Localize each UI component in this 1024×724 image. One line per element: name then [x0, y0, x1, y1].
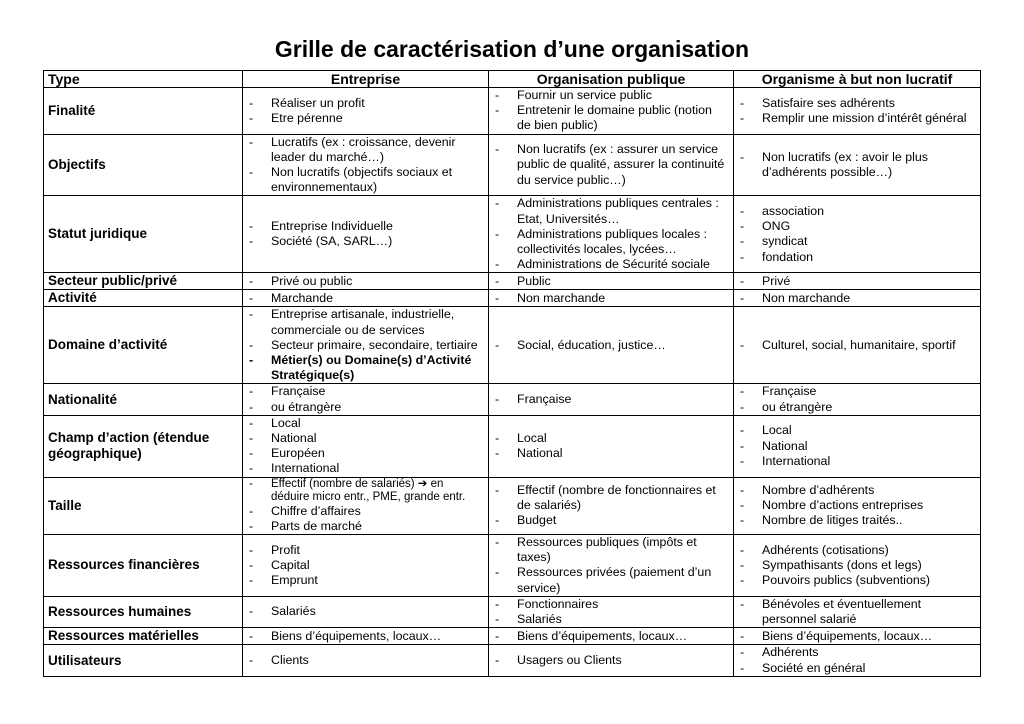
list-item: - Française [247, 384, 484, 399]
list-item: - Culturel, social, humanitaire, sportif [738, 338, 976, 353]
list-item: - Française [493, 392, 729, 407]
list-item: - Non lucratifs (objectifs sociaux et environnementaux) [247, 165, 484, 195]
cell-non-lucratif [734, 273, 981, 290]
table-row [44, 415, 981, 477]
cell-non-lucratif [734, 88, 981, 135]
cell-entreprise [243, 535, 489, 597]
list-item: - Métier(s) ou Domaine(s) d’Activité Stratégique(s) [247, 353, 484, 383]
cell-entreprise [243, 196, 489, 273]
cell-entreprise [243, 415, 489, 477]
cell-publique [489, 88, 734, 135]
list-item: - Administrations de Sécurité sociale [493, 257, 729, 272]
row-label: Objectifs [44, 134, 243, 196]
cell-publique [489, 290, 734, 307]
list-item: - Nombre de litiges traités.. [738, 513, 976, 528]
list-item: - Européen [247, 446, 484, 461]
list-item: - Non marchande [493, 291, 729, 306]
cell-publique [489, 628, 734, 645]
list-item: - Effectif (nombre de salariés) ➔ en déduire micro entr., PME, grande entr. [247, 478, 484, 504]
table-row [44, 290, 981, 307]
list-item: - Entreprise Individuelle [247, 219, 484, 234]
list-item: - Adhérents [738, 645, 976, 660]
list-item: - Etre pérenne [247, 111, 484, 126]
row-label: Statut juridique [44, 196, 243, 273]
list-item: - Secteur primaire, secondaire, tertiaire [247, 338, 484, 353]
cell-entreprise [243, 307, 489, 384]
list-item: - Entretenir le domaine public (notion de bien public) [493, 103, 729, 133]
table-row [44, 273, 981, 290]
cell-publique [489, 415, 734, 477]
list-item: - Sympathisants (dons et legs) [738, 558, 976, 573]
cell-non-lucratif [734, 477, 981, 534]
list-item: - Salariés [247, 604, 484, 619]
list-item: - ou étrangère [738, 400, 976, 415]
cell-entreprise [243, 273, 489, 290]
list-item: - ONG [738, 219, 976, 234]
list-item: - Non lucratifs (ex : assurer un service public de qualité, assurer la continuité du service public…) [493, 142, 729, 188]
table-row [44, 307, 981, 384]
list-item: - Local [493, 431, 729, 446]
cell-publique [489, 535, 734, 597]
list-item: - Société (SA, SARL…) [247, 234, 484, 249]
list-item: - Emprunt [247, 573, 484, 588]
header-organisation-publique: Organisation publique [489, 71, 734, 88]
row-label: Taille [44, 477, 243, 534]
cell-non-lucratif [734, 645, 981, 676]
list-item: - Usagers ou Clients [493, 653, 729, 668]
list-item: - Marchande [247, 291, 484, 306]
list-item: - Société en général [738, 661, 976, 676]
list-item: - National [493, 446, 729, 461]
cell-entreprise [243, 628, 489, 645]
document-title: Grille de caractérisation d’une organisation [274, 36, 750, 62]
list-item: - Profit [247, 543, 484, 558]
cell-publique [489, 307, 734, 384]
list-item: - Ressources publiques (impôts et taxes) [493, 535, 729, 565]
table-row [44, 384, 981, 415]
cell-non-lucratif [734, 196, 981, 273]
list-item: - Fonctionnaires [493, 597, 729, 612]
table-row [44, 88, 981, 135]
list-item: - Social, éducation, justice… [493, 338, 729, 353]
list-item: - Pouvoirs publics (subventions) [738, 573, 976, 588]
list-item: - ou étrangère [247, 400, 484, 415]
list-item: - syndicat [738, 234, 976, 249]
cell-publique [489, 384, 734, 415]
list-item: - Ressources privées (paiement d’un service) [493, 565, 729, 595]
list-item: - Effectif (nombre de fonctionnaires et de salariés) [493, 483, 729, 513]
cell-publique [489, 645, 734, 676]
list-item: - Lucratifs (ex : croissance, devenir leader du marché…) [247, 135, 484, 165]
table-row [44, 134, 981, 196]
list-item: - Administrations publiques centrales : Etat, Universités… [493, 196, 729, 226]
list-item: - Bénévoles et éventuellement personnel salarié [738, 597, 976, 627]
cell-non-lucratif [734, 596, 981, 627]
cell-non-lucratif [734, 384, 981, 415]
list-item: - Capital [247, 558, 484, 573]
list-item: - Biens d’équipements, locaux… [738, 629, 976, 644]
cell-non-lucratif [734, 628, 981, 645]
row-label: Domaine d’activité [44, 307, 243, 384]
list-item: - Biens d’équipements, locaux… [247, 629, 484, 644]
list-item: - Satisfaire ses adhérents [738, 96, 976, 111]
list-item: - International [738, 454, 976, 469]
list-item: - Nombre d’adhérents [738, 483, 976, 498]
cell-non-lucratif [734, 134, 981, 196]
row-label: Ressources humaines [44, 596, 243, 627]
row-label: Secteur public/privé [44, 273, 243, 290]
cell-non-lucratif [734, 290, 981, 307]
table-row [44, 477, 981, 534]
cell-non-lucratif [734, 535, 981, 597]
cell-publique [489, 596, 734, 627]
cell-publique [489, 477, 734, 534]
cell-publique [489, 273, 734, 290]
cell-entreprise [243, 477, 489, 534]
list-item: - Chiffre d’affaires [247, 504, 484, 519]
cell-entreprise [243, 645, 489, 676]
list-item: - fondation [738, 250, 976, 265]
list-item: - Réaliser un profit [247, 96, 484, 111]
list-item: - Clients [247, 653, 484, 668]
cell-entreprise [243, 88, 489, 135]
list-item: - Budget [493, 513, 729, 528]
list-item: - National [247, 431, 484, 446]
table-row [44, 645, 981, 676]
list-item: - Local [247, 416, 484, 431]
table-row [44, 628, 981, 645]
list-item: - Local [738, 423, 976, 438]
list-item: - Française [738, 384, 976, 399]
row-label: Ressources matérielles [44, 628, 243, 645]
list-item: - association [738, 204, 976, 219]
row-label: Nationalité [44, 384, 243, 415]
cell-entreprise [243, 290, 489, 307]
row-label: Utilisateurs [44, 645, 243, 676]
table-row [44, 596, 981, 627]
table-row [44, 196, 981, 273]
row-label: Champ d’action (étendue géographique) [44, 415, 243, 477]
header-non-lucratif: Organisme à but non lucratif [734, 71, 981, 88]
list-item: - Salariés [493, 612, 729, 627]
characterization-table [43, 70, 981, 677]
list-item: - Adhérents (cotisations) [738, 543, 976, 558]
list-item: - Privé [738, 274, 976, 289]
list-item: - Nombre d’actions entreprises [738, 498, 976, 513]
list-item: - Remplir une mission d’intérêt général [738, 111, 976, 126]
table-header-row [44, 71, 981, 88]
row-label: Activité [44, 290, 243, 307]
list-item: - National [738, 439, 976, 454]
list-item: - Non lucratifs (ex : avoir le plus d’adhérents possible…) [738, 150, 976, 180]
cell-non-lucratif [734, 307, 981, 384]
header-entreprise: Entreprise [243, 71, 489, 88]
row-label: Finalité [44, 88, 243, 135]
row-label: Ressources financières [44, 535, 243, 597]
list-item: - Administrations publiques locales : collectivités locales, lycées… [493, 227, 729, 257]
list-item: - Non marchande [738, 291, 976, 306]
list-item: - Parts de marché [247, 519, 484, 534]
list-item: - Public [493, 274, 729, 289]
list-item: - Fournir un service public [493, 88, 729, 103]
list-item: - Entreprise artisanale, industrielle, commerciale ou de services [247, 307, 484, 337]
list-item: - Privé ou public [247, 274, 484, 289]
table-row [44, 535, 981, 597]
list-item: - Biens d’équipements, locaux… [493, 629, 729, 644]
cell-publique [489, 134, 734, 196]
cell-entreprise [243, 384, 489, 415]
cell-publique [489, 196, 734, 273]
header-type: Type [44, 71, 243, 88]
cell-entreprise [243, 134, 489, 196]
cell-entreprise [243, 596, 489, 627]
list-item: - International [247, 461, 484, 476]
cell-non-lucratif [734, 415, 981, 477]
